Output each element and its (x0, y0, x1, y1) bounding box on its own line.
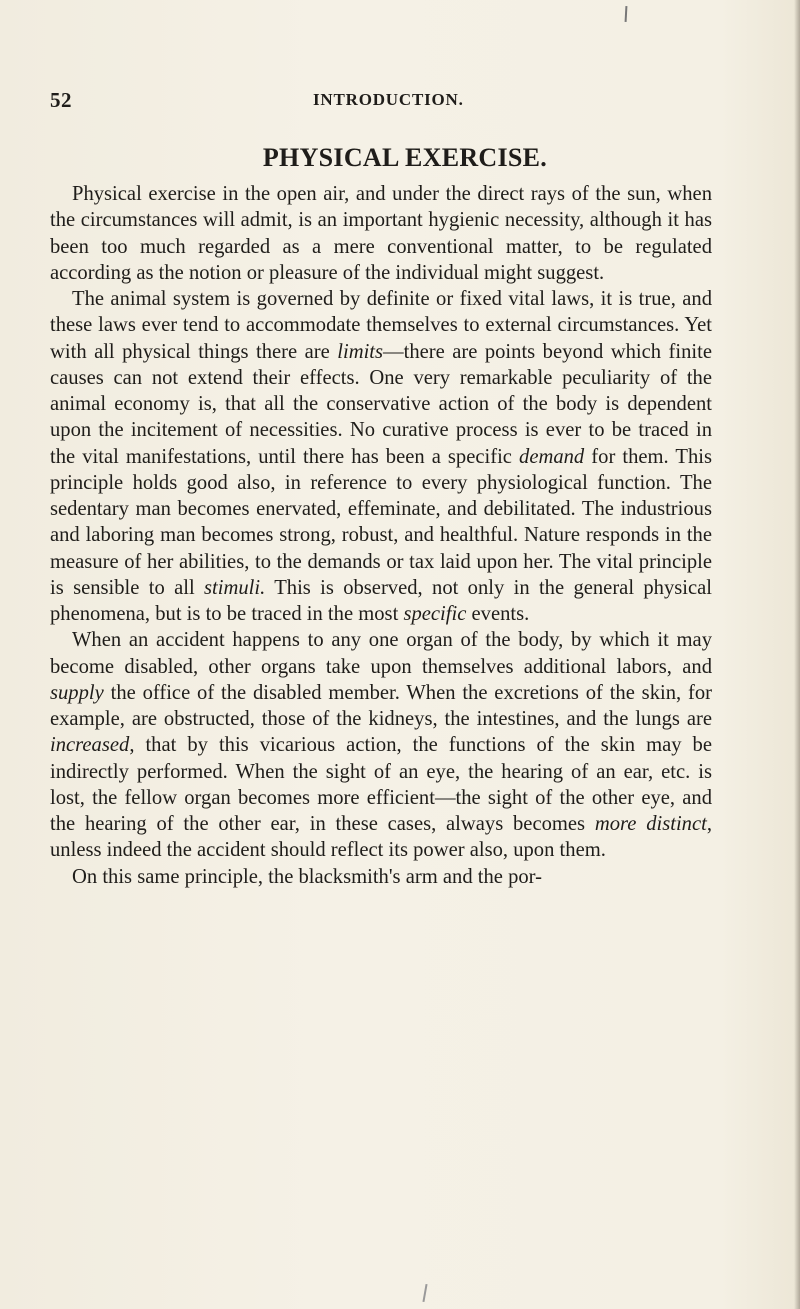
text-run: , that by this vicarious action, the functions of the skin may be indirectly performed. When the sight of an eye, the hearing of an ear, etc. is lost, the fellow organ becomes more efficient—the sight of the other eye, and the hearing of the other ear, in these cases, always becomes (50, 734, 712, 835)
italic-text: limits (337, 340, 384, 363)
text-run: Physical exercise in the open air, and under the direct rays of the sun, when the circumstances will admit, is an important hygienic necessity, although it has been too much regarded as a mere conventional matter, to be regulated according as the notion or pleasure of the individual might suggest. (50, 183, 712, 284)
paragraph (50, 286, 712, 627)
italic-text: more distinct (594, 813, 707, 835)
text-run: On this same principle, the blacksmith's arm and the por- (72, 865, 542, 888)
running-title: INTRODUCTION. (313, 90, 464, 109)
paragraph (50, 864, 712, 890)
italic-text: demand (519, 445, 585, 468)
body-text (50, 181, 712, 890)
section-title: PHYSICAL EXERCISE. (262, 143, 548, 172)
page-number: 52 (50, 88, 72, 112)
text-run: —there are points beyond which finite causes can not extend their effects. One very remarkable peculiarity of the animal economy is, that all the conservative action of the body is dependent upon the incitement of necessities. No curative process is ever to be traced in the vital manifestations, until there has been a specific (50, 340, 712, 468)
paragraph (50, 627, 712, 863)
text-run: events. (466, 603, 530, 625)
text-run: The animal system is governed by definite or fixed vital laws, it is true, and these laws ever tend to accommodate themselves to external circumstances. Yet with all physical things there are (50, 288, 712, 363)
scan-mark-top (625, 6, 628, 22)
page-edge-shadow (794, 0, 800, 1309)
scan-mark-bottom (422, 1284, 427, 1302)
paragraph (50, 181, 712, 286)
text-run: This is observed, not only in the general physical phenomena, but is to be traced in the most (50, 576, 712, 625)
text-run: for them. This principle holds good also, in reference to every physiological function. The sedentary man becomes enervated, effeminate, and debilitated. The industrious and laboring man becomes strong, robust, and healthful. Nature responds in the measure of her abilities, to the demands or tax laid upon her. The vital principle is sensible to all (50, 445, 712, 599)
italic-text: stimuli. (204, 576, 266, 599)
text-run: the office of the disabled member. When the excretions of the skin, for example, are obstructed, those of the kidneys, the intestines, and the lungs are (50, 681, 712, 730)
text-run: When an accident happens to any one organ of the body, by which it may become disabled, other organs take upon themselves additional labors, and (50, 629, 712, 678)
running-head (50, 88, 710, 118)
italic-text: specific (403, 603, 467, 625)
italic-text: supply (50, 681, 104, 704)
text-run: , unless indeed the accident should reflect its power also, upon them. (50, 813, 712, 862)
italic-text: increased (50, 734, 130, 757)
